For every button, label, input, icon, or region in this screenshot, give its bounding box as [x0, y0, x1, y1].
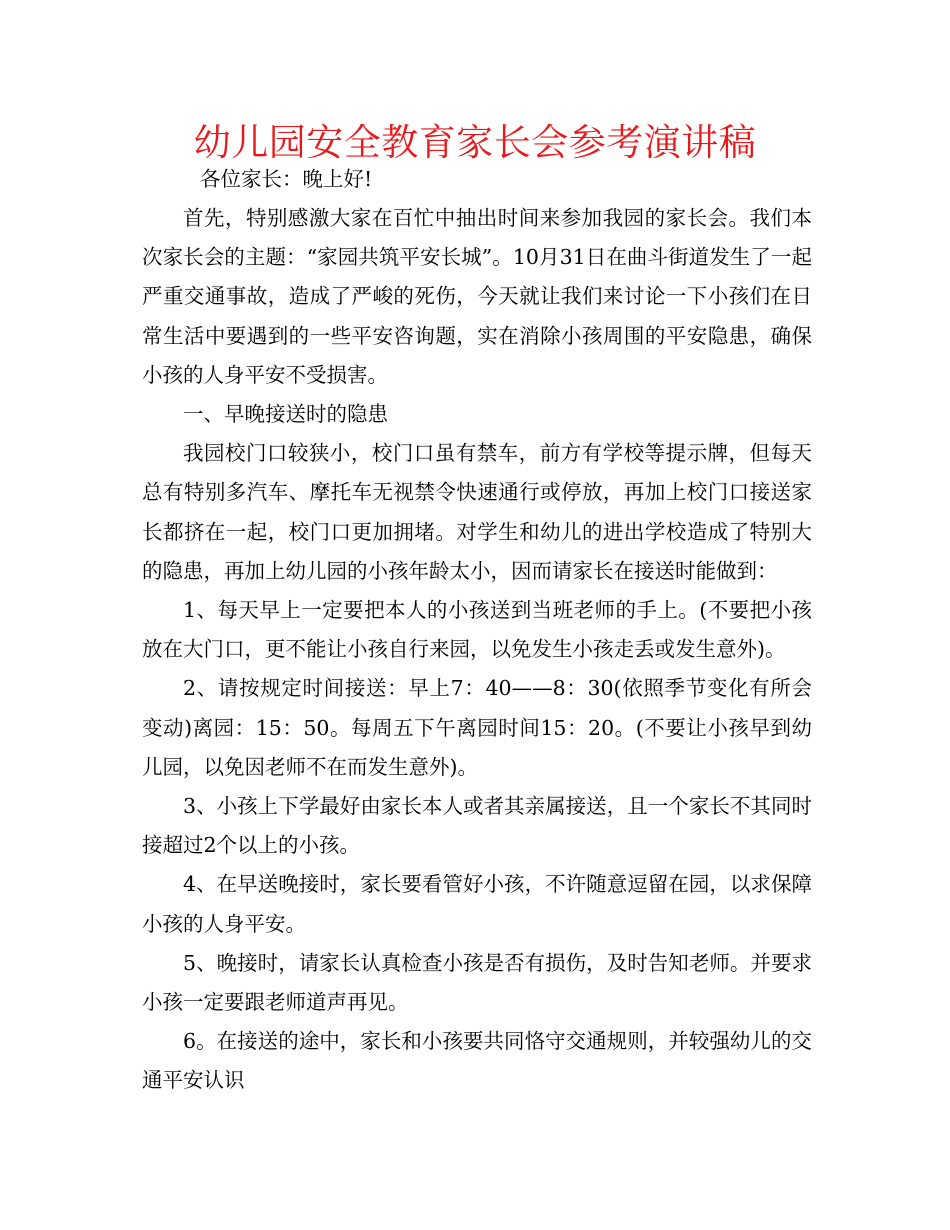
- paragraph-gate-hazard: 我园校门口较狭小，校门口虽有禁车，前方有学校等提示牌，但每天总有特别多汽车、摩托车无视禁令快速通行或停放，再加上校门口接送家长都挤在一起，校门口更加拥堵。对学生和幼儿的进出学校造成了特别大的隐患，再加上幼儿园的小孩年龄太小，因而请家长在接送时能做到：: [142, 441, 812, 583]
- document-title: 幼儿园安全教育家长会参考演讲稿: [193, 121, 757, 164]
- document-body: [142, 161, 812, 1101]
- list-item-2: 2、请按规定时间接送：早上7：40——8：30(依照季节变化有所会变动)离园：15：50。每周五下午离园时间15：20。(不要让小孩早到幼儿园，以免因老师不在而发生意外)。: [142, 676, 812, 779]
- paragraph-intro: 首先，特别感激大家在百忙中抽出时间来参加我园的家长会。我们本次家长会的主题：“家园共筑平安长城”。10月31日在曲斗街道发生了一起严重交通事故，造成了严峻的死伤，今天就让我们来讨论一下小孩们在日常生活中要遇到的一些平安咨询题，实在消除小孩周围的平安隐患，确保小孩的人身平安不受损害。: [142, 206, 812, 387]
- list-item-4: 4、在早送晚接时，家长要看管好小孩，不许随意逗留在园，以求保障小孩的人身平安。: [142, 872, 812, 936]
- greeting-line: 各位家长：晚上好!: [200, 167, 373, 191]
- list-item-6: 6。在接送的途中，家长和小孩要共同恪守交通规则，并较强幼儿的交通平安认识: [142, 1029, 812, 1093]
- list-item-1: 1、每天早上一定要把本人的小孩送到当班老师的手上。(不要把小孩放在大门口，更不能让小孩自行来园，以免发生小孩走丢或发生意外)。: [142, 598, 812, 662]
- section-heading: 一、早晚接送时的隐患: [183, 402, 388, 427]
- list-item-5: 5、晚接时，请家长认真检查小孩是否有损伤，及时告知老师。并要求小孩一定要跟老师道声再见。: [142, 950, 812, 1015]
- list-item-3: 3、小孩上下学最好由家长本人或者其亲属接送，且一个家长不其同时接超过2个以上的小孩。: [142, 794, 812, 858]
